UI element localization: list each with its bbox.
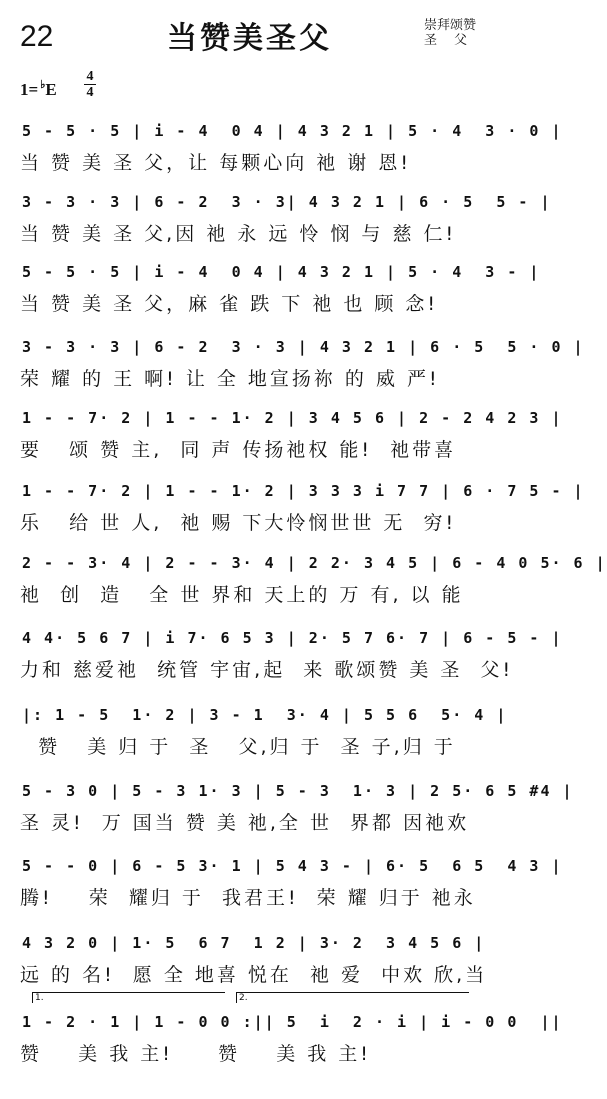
notation-line: 4 4· 5 6 7 | i 7· 6 5 3 | 2· 5 7 6· 7 | 6 - 5 - |: [22, 629, 563, 647]
lyric-line: 当 赞 美 圣 父，麻 雀 跌 下 祂 也 顾 念!: [20, 293, 439, 315]
flat-icon: ♭: [40, 79, 46, 91]
lyric-line: 当 赞 美 圣 父,因 祂 永 远 怜 悯 与 慈 仁!: [20, 223, 457, 245]
lyric-line: 要 颂 赞 主, 同 声 传扬祂权 能! 祂带喜: [20, 439, 457, 461]
time-signature: [84, 70, 96, 99]
notation-line: 5 - - 0 | 6 - 5 3· 1 | 5 4 3 - | 6· 5 6 5 4 3 |: [22, 857, 563, 875]
lyric-line: 圣 灵! 万 国当 赞 美 祂,全 世 界都 因祂欢: [20, 812, 470, 834]
meter-bottom: 4: [86, 85, 94, 100]
first-ending-bracket: 1.: [32, 992, 225, 1003]
category-label: [424, 18, 484, 48]
lyric-line: 远 的 名! 愿 全 地喜 悦在 祂 爱 中欢 欣,当: [20, 964, 488, 986]
notation-line: 1 - - 7· 2 | 1 - - 1· 2 | 3 4 5 6 | 2 - 2 4 2 3 |: [22, 409, 563, 427]
notation-line: 1 - 2 · 1 | 1 - 0 0 :|| 5 i 2 · i | i - 0 0 ||: [22, 1013, 563, 1031]
notation-line: 5 - 5 · 5 | i - 4 0 4 | 4 3 2 1 | 5 · 4 3 · 0 |: [22, 122, 563, 140]
lyric-line: 当 赞 美 圣 父，让 每颗心向 祂 谢 恩!: [20, 152, 411, 174]
notation-line: 3 - 3 · 3 | 6 - 2 3 · 3| 4 3 2 1 | 6 · 5 5 - |: [22, 193, 552, 211]
notation-line: 5 - 5 · 5 | i - 4 0 4 | 4 3 2 1 | 5 · 4 3 - |: [22, 263, 541, 281]
subcategory-text: 圣父: [424, 33, 485, 48]
lyric-line: 赞 美 归 于 圣 父,归 于 圣 子,归 于: [20, 736, 456, 758]
notation-line: 1 - - 7· 2 | 1 - - 1· 2 | 3 3 3 i 7 7 | 6 · 7 5 - |: [22, 482, 585, 500]
notation-line: 4 3 2 0 | 1· 5 6 7 1 2 | 3· 2 3 4 5 6 |: [22, 934, 486, 952]
notation-line: 2 - - 3· 4 | 2 - - 3· 4 | 2 2· 3 4 5 | 6 - 4 0 5· 6 |: [22, 554, 607, 572]
notation-line: 5 - 3 0 | 5 - 3 1· 3 | 5 - 3 1· 3 | 2 5· 6 5 #4 |: [22, 782, 574, 800]
category-text: 崇拜颂赞: [424, 18, 477, 33]
notation-line: |: 1 - 5 1· 2 | 3 - 1 3· 4 | 5 5 6 5· 4 |: [22, 706, 508, 724]
key-prefix: 1=: [20, 80, 39, 99]
lyric-line: 祂 创 造 全 世 界和 天上的 万 有, 以 能: [20, 584, 464, 606]
lyric-line: 乐 给 世 人, 祂 赐 下大怜悯世世 无 穷!: [20, 512, 457, 534]
second-ending-bracket: 2.: [236, 992, 469, 1003]
meter-top: 4: [86, 69, 94, 84]
hymn-number: 22: [20, 20, 54, 53]
key-note: E: [45, 80, 57, 99]
notation-line: 3 - 3 · 3 | 6 - 2 3 · 3 | 4 3 2 1 | 6 · 5 5 · 0 |: [22, 338, 585, 356]
lyric-line: 腾! 荣 耀归 于 我君王! 荣 耀 归于 祂永: [20, 887, 476, 909]
hymn-title: 当赞美圣父: [167, 21, 332, 56]
lyric-line: 力和 慈爱祂 统管 宇宙,起 来 歌颂赞 美 圣 父!: [20, 659, 514, 681]
key-signature: [20, 78, 57, 100]
lyric-line: 荣 耀 的 王 啊! 让 全 地宣扬祢 的 威 严!: [20, 368, 440, 390]
lyric-line: 赞 美 我 主! 赞 美 我 主!: [20, 1043, 371, 1065]
